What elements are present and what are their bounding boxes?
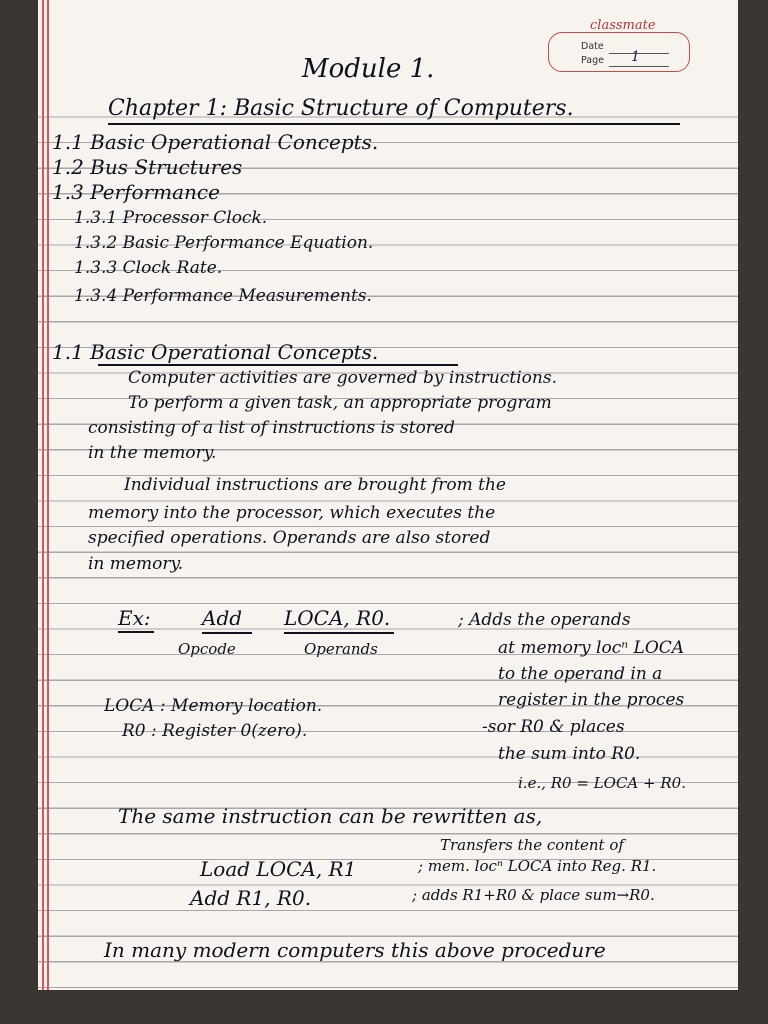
example-note-line: i.e., R0 = LOCA + R0. [518,774,686,792]
page-line [609,66,669,67]
rewrite-load-note: ; mem. locⁿ LOCA into Reg. R1. [418,857,657,875]
page-number: 1 [631,49,640,65]
example-note-line: register in the proces [498,690,685,710]
rewrite-add: Add R1, R0. [190,886,312,910]
operands-caption: Operands [304,640,378,658]
opcode-caption: Opcode [178,640,236,658]
para-line: To perform a given task, an appropriate program [128,393,552,413]
example-note-line: ; Adds the operands [458,610,631,630]
example-underline [118,631,154,633]
toc-subitem: 1.3.3 Clock Rate. [74,258,223,278]
toc-subitem: 1.3.1 Processor Clock. [74,208,268,228]
date-label: Date [581,41,604,52]
example-label: Ex: [118,606,151,630]
example-opcode-text: Add [202,606,243,630]
rewrite-intro: The same instruction can be rewritten as, [118,804,543,828]
opcode-underline [202,632,252,634]
toc-item: 1.1 Basic Operational Concepts. [52,130,379,154]
notebook-page [38,0,738,1024]
example-operands-text: LOCA, R0. [284,606,391,630]
chapter-underline [108,123,680,125]
page-label: Page [581,55,604,66]
para-line: memory into the processor, which executes the [88,503,496,523]
closing-line: In many modern computers this above procedure [104,938,606,962]
margin-line [42,0,44,1024]
date-page-box [548,32,690,72]
example-note-line: the sum into R0. [498,744,641,764]
loca-definition: LOCA : Memory location. [104,696,323,716]
module-title: Module 1. [302,54,435,84]
rewrite-load: Load LOCA, R1 [200,857,357,881]
para-line: in memory. [88,554,184,574]
toc-item: 1.3 Performance [52,180,220,204]
r0-definition: R0 : Register 0(zero). [122,721,308,741]
section-heading: 1.1 Basic Operational Concepts. [52,340,379,364]
para-line: Computer activities are governed by instructions. [128,368,557,388]
rewrite-load-note: Transfers the content of [440,836,624,854]
para-line: specified operations. Operands are also stored [88,528,491,548]
para-line: in the memory. [88,443,217,463]
operands-underline [284,632,394,634]
margin-line [47,0,49,1024]
example-note-line: -sor R0 & places [482,717,625,737]
example-note-line: to the operand in a [498,664,663,684]
chapter-heading: Chapter 1: Basic Structure of Computers. [108,96,574,121]
section-underline [98,364,458,366]
notebook-brand: classmate [590,18,656,33]
para-line: consisting of a list of instructions is stored [88,418,455,438]
para-line: Individual instructions are brought from the [124,475,506,495]
rewrite-add-note: ; adds R1+R0 & place sum→R0. [412,886,655,904]
toc-subitem: 1.3.4 Performance Measurements. [74,286,372,306]
example-note-line: at memory locⁿ LOCA [498,638,685,658]
toc-item: 1.2 Bus Structures [52,155,243,179]
toc-subitem: 1.3.2 Basic Performance Equation. [74,233,374,253]
